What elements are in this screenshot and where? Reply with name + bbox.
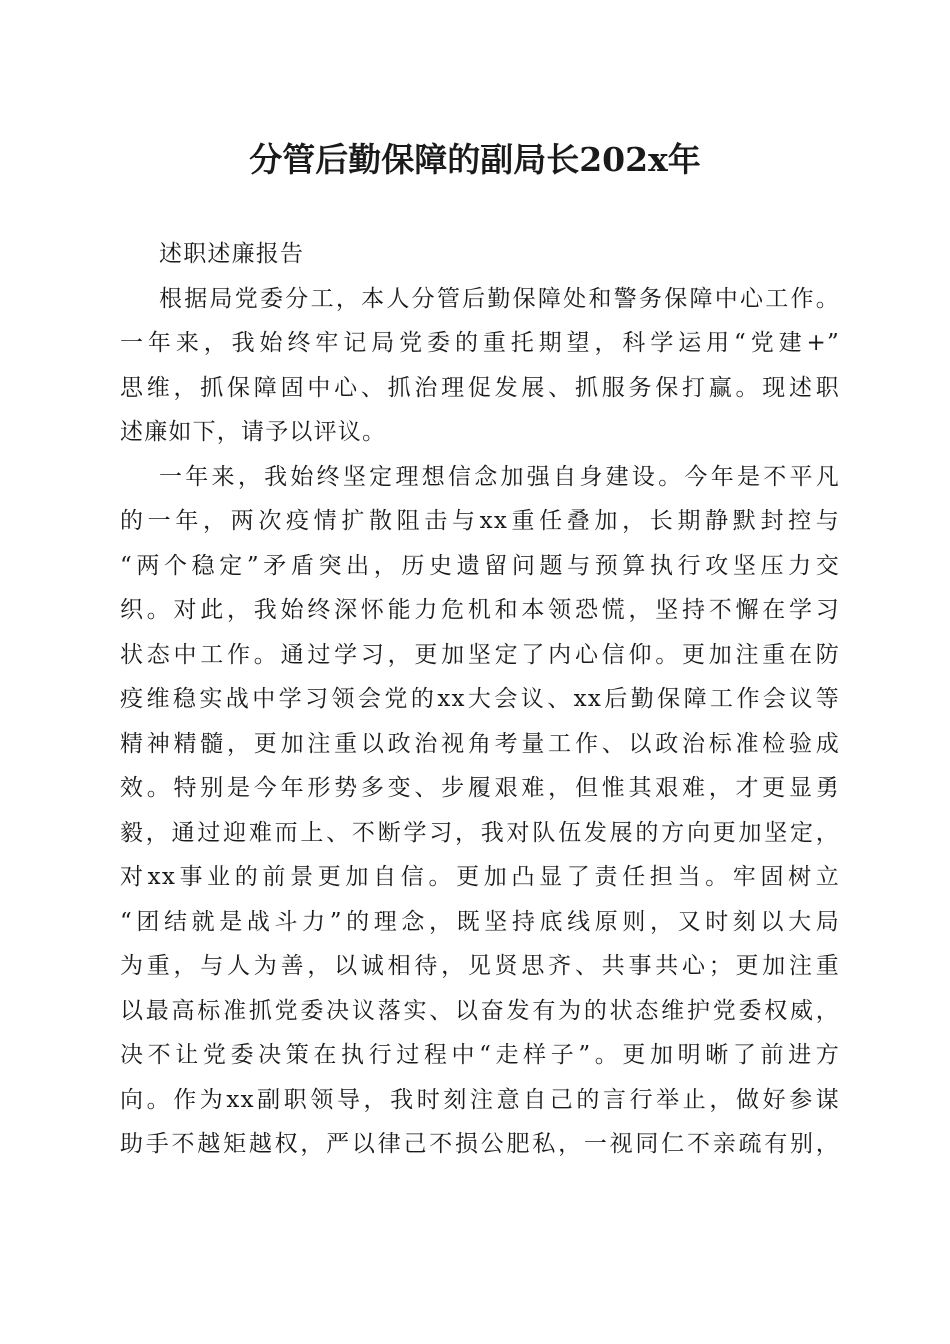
text-line: 为重，与人为善，以诚相待，见贤思齐、共事共心；更加注重: [120, 953, 840, 979]
text-line: 助手不越矩越权，严以律己不损公肥私，一视同仁不亲疏有别，: [120, 1131, 840, 1157]
text-line: 思维，抓保障固中心、抓治理促发展、抓服务保打赢。现述职: [120, 374, 840, 401]
text-line: 的一年，两次疫情扩散阻击与xx重任叠加，长期静默封控与: [120, 508, 840, 534]
text-line: 述职述廉报告: [159, 241, 305, 267]
document-title: 分管后勤保障的副局长202x年: [249, 140, 701, 179]
text-line: 一年来，我始终坚定理想信念加强自身建设。今年是不平凡: [159, 463, 840, 490]
document-body: [120, 232, 840, 1167]
text-line: 以最高标准抓党委决议落实、以奋发有为的状态维护党委权威，: [120, 997, 840, 1024]
text-line: 对xx事业的前景更加自信。更加凸显了责任担当。牢固树立: [120, 864, 840, 890]
text-line: 向。作为xx副职领导，我时刻注意自己的言行举止，做好参谋: [120, 1086, 840, 1113]
text-line: 效。特别是今年形势多变、步履艰难，但惟其艰难，才更显勇: [120, 775, 840, 801]
text-line: 疫维稳实战中学习领会党的xx大会议、xx后勤保障工作会议等: [120, 686, 840, 712]
text-line: 一年来，我始终牢记局党委的重托期望，科学运用“党建+”: [120, 330, 840, 356]
text-line: 毅，通过迎难而上、不断学习，我对队伍发展的方向更加坚定，: [120, 819, 840, 846]
text-line: 根据局党委分工，本人分管后勤保障处和警务保障中心工作。: [159, 285, 840, 312]
text-line: 述廉如下，请予以评议。: [120, 419, 387, 445]
text-line: “团结就是战斗力”的理念，既坚持底线原则，又时刻以大局: [120, 908, 840, 935]
text-line: “两个稳定”矛盾突出，历史遗留问题与预算执行攻坚压力交: [120, 552, 840, 579]
text-line: 精神精髓，更加注重以政治视角考量工作、以政治标准检验成: [120, 730, 840, 757]
text-line: 决不让党委决策在执行过程中“走样子”。更加明晰了前进方: [120, 1042, 840, 1068]
text-line: 状态中工作。通过学习，更加坚定了内心信仰。更加注重在防: [120, 641, 840, 668]
text-line: 织。对此，我始终深怀能力危机和本领恐慌，坚持不懈在学习: [120, 597, 840, 623]
